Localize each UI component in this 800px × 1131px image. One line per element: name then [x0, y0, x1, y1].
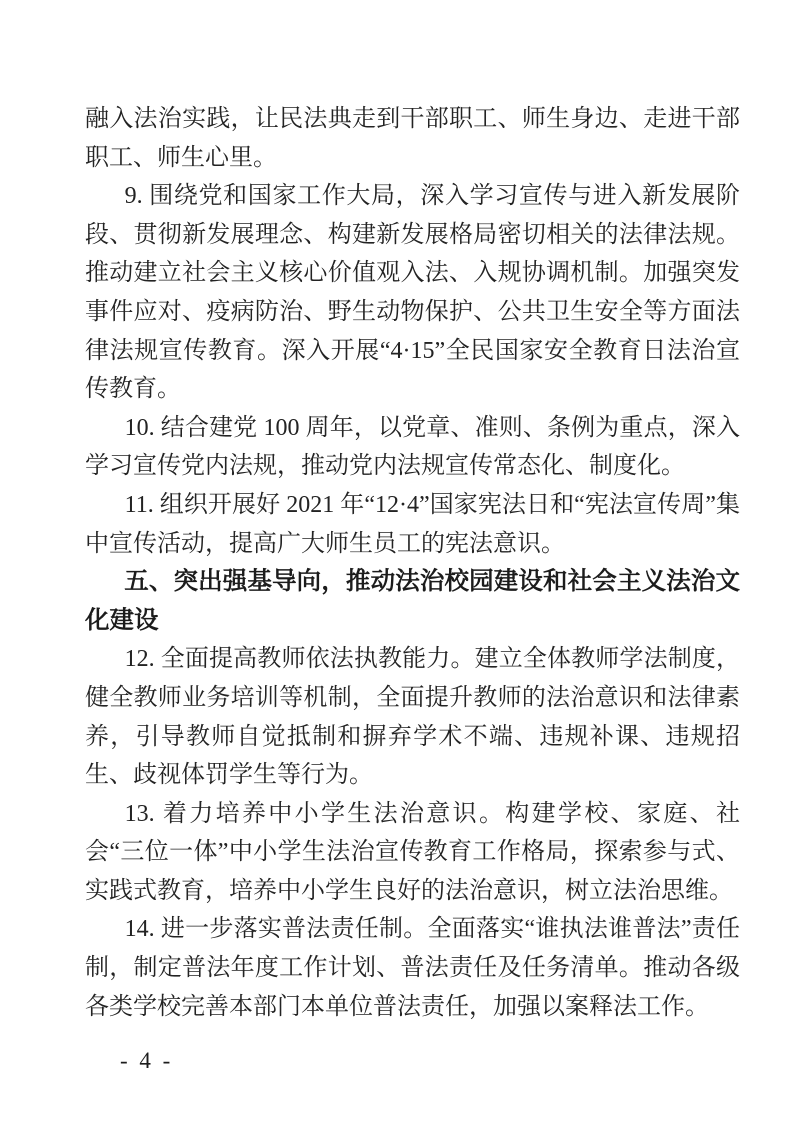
paragraph-item-13: 13. 着力培养中小学生法治意识。构建学校、家庭、社会“三位一体”中小学生法治宣传教育工作格局，探索参与式、实践式教育，培养中小学生良好的法治意识，树立法治思维。: [85, 800, 740, 904]
paragraph-item-12: 12. 全面提高教师依法执教能力。建立全体教师学法制度，健全教师业务培训等机制，全面提升教师的法治意识和法律素养，引导教师自觉抵制和摒弃学术不端、违规补课、违规招生、歧视体罚学生等行为。: [85, 646, 740, 789]
paragraph-item-10: 10. 结合建党 100 周年，以党章、准则、条例为重点，深入学习宣传党内法规，推动党内法规宣传常态化、制度化。: [85, 414, 740, 480]
section-heading-five: 五、突出强基导向，推动法治校园建设和社会主义法治文化建设: [85, 568, 740, 634]
document-body: [85, 100, 740, 1026]
paragraph-item-9: 9. 围绕党和国家工作大局，深入学习宣传与进入新发展阶段、贯彻新发展理念、构建新发展格局密切相关的法律法规。推动建立社会主义核心价值观入法、入规协调机制。加强突发事件应对、疫病防治、野生动物保护、公共卫生安全等方面法律法规宣传教育。深入开展“4·15”全民国家安全教育日法治宣传教育。: [85, 183, 740, 403]
page-number: - 4 -: [120, 1048, 174, 1073]
paragraph-item-11: 11. 组织开展好 2021 年“12·4”国家宪法日和“宪法宣传周”集中宣传活动，提高广大师生员工的宪法意识。: [85, 491, 740, 557]
paragraph-item-14: 14. 进一步落实普法责任制。全面落实“谁执法谁普法”责任制，制定普法年度工作计划、普法责任及任务清单。推动各级各类学校完善本部门本单位普法责任，加强以案释法工作。: [85, 916, 740, 1020]
paragraph-continuation: 融入法治实践，让民法典走到干部职工、师生身边、走进干部职工、师生心里。: [85, 106, 740, 171]
